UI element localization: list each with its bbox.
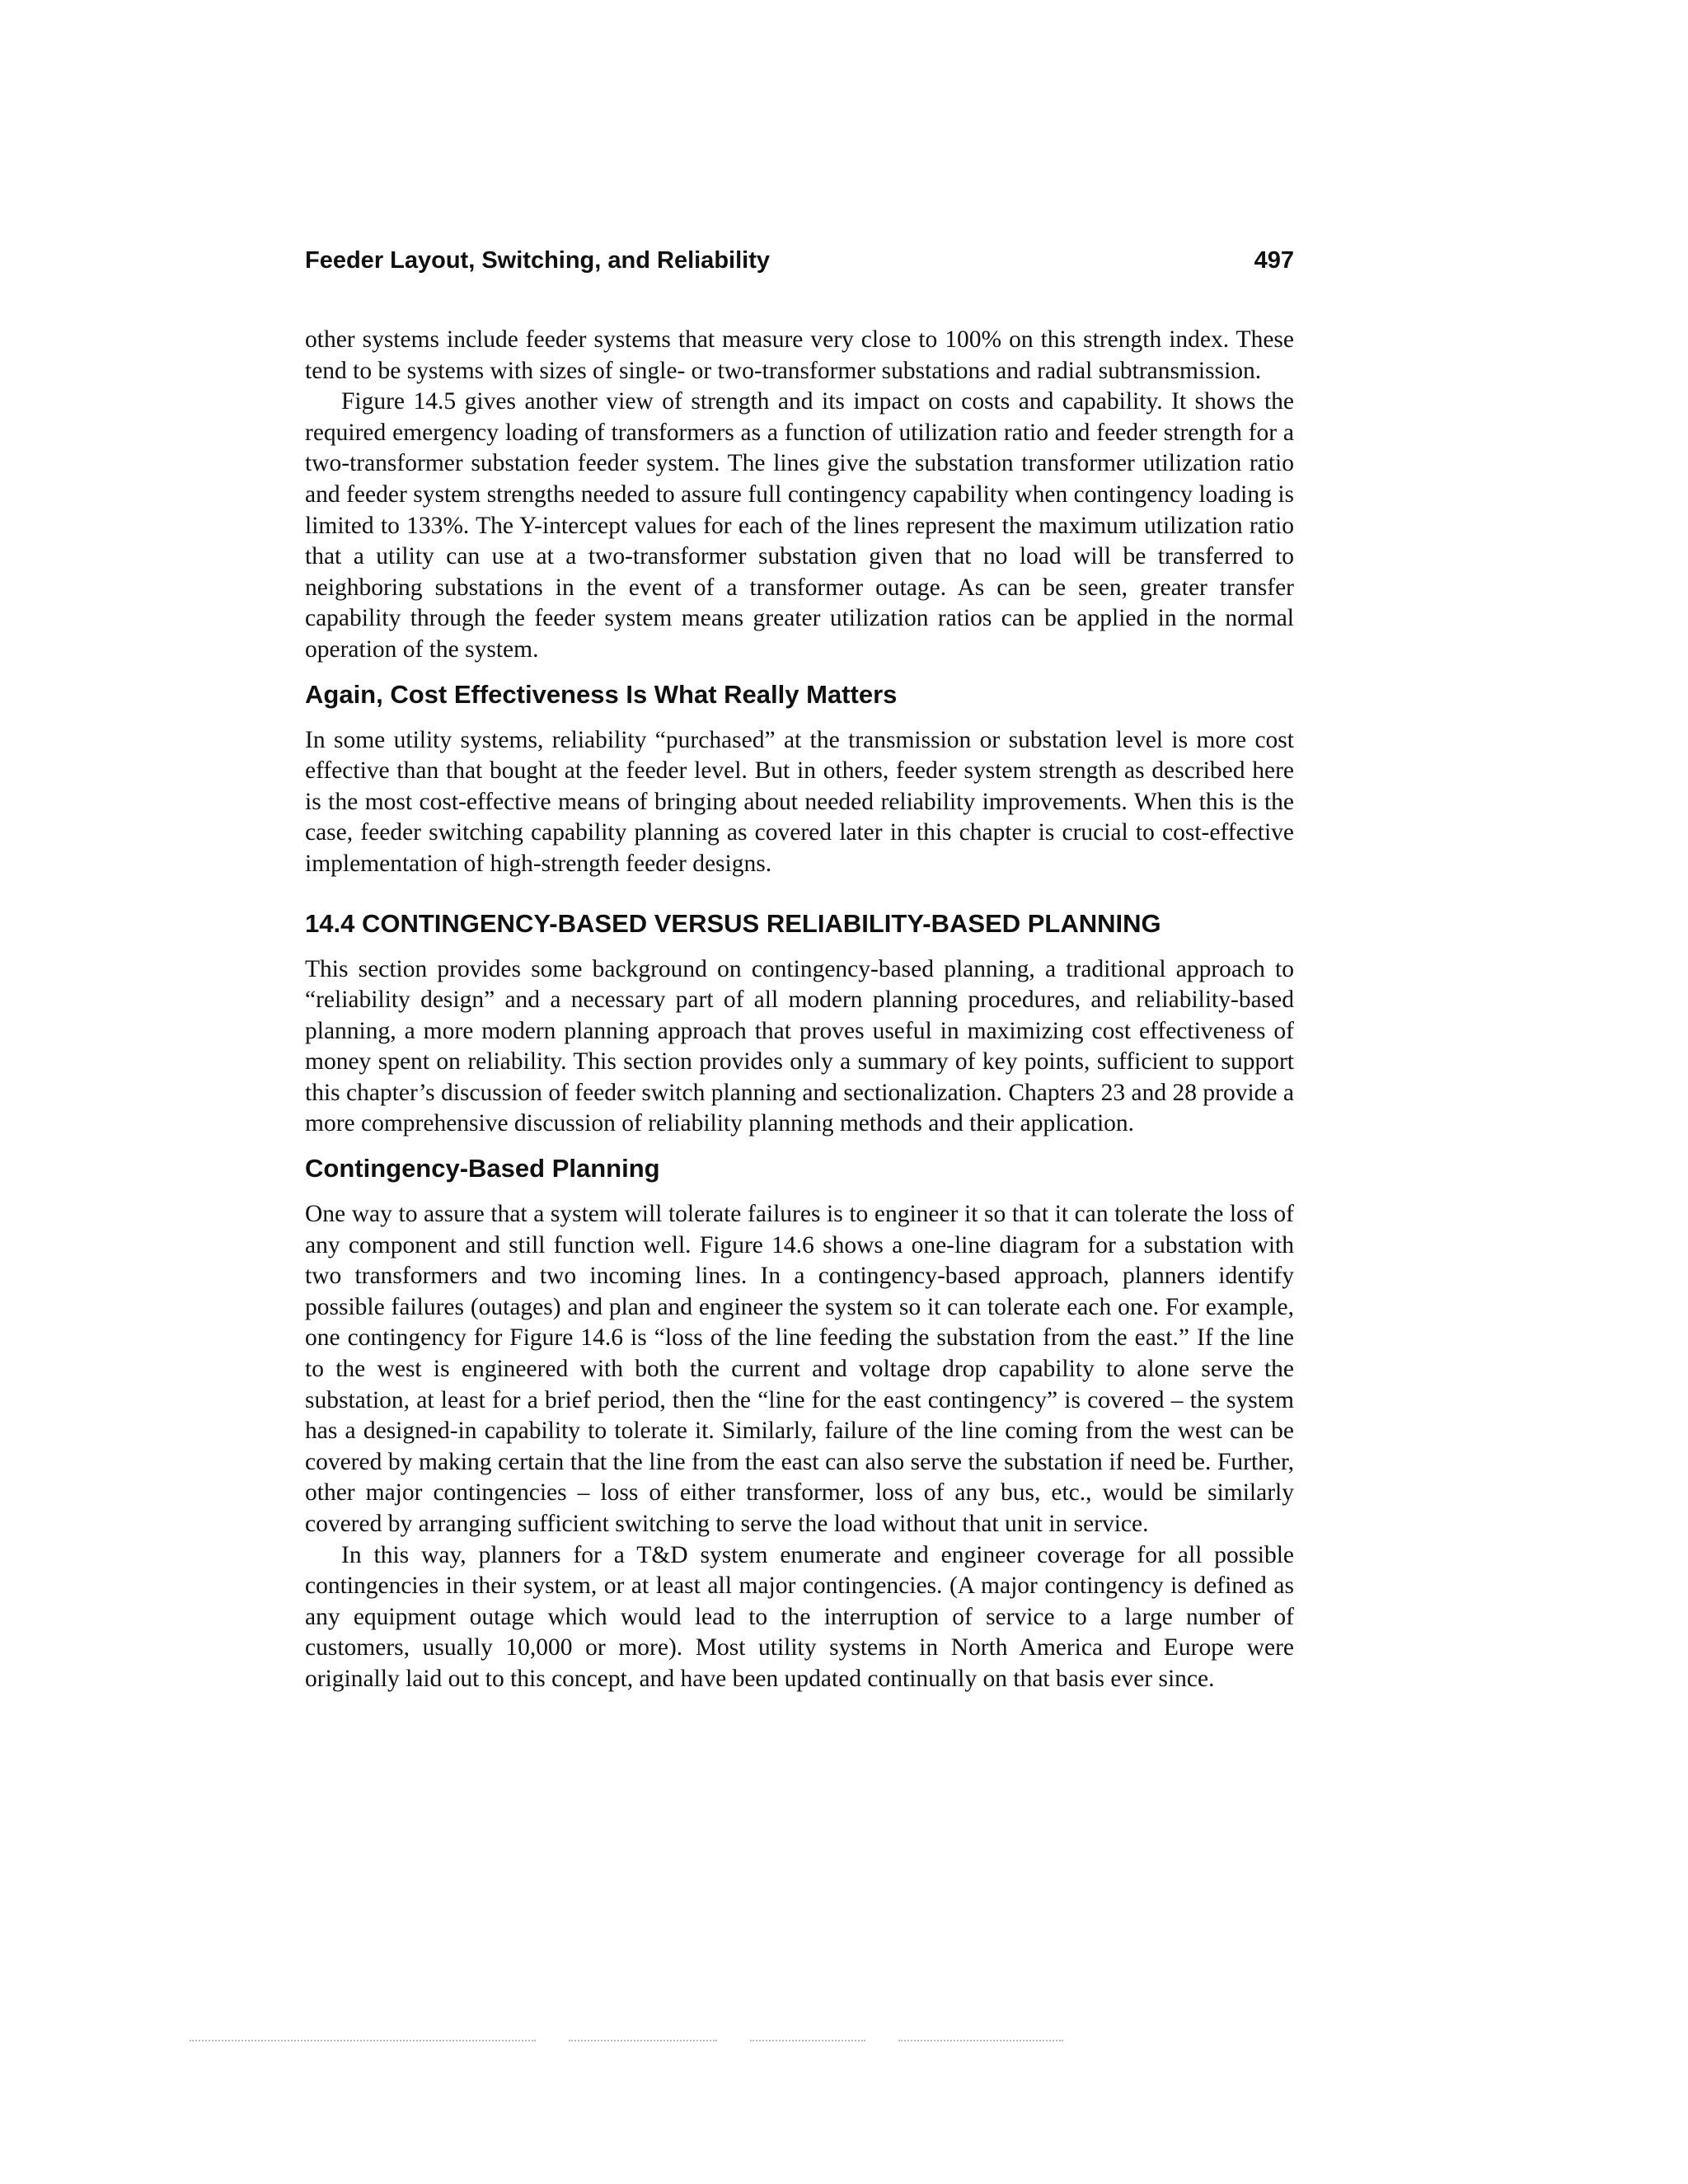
paragraph-major-contingencies: In this way, planners for a T&D system enumerate and engineer coverage for all possible contingencies in their system, or at least all major contingencies. (A major contingency is defined as any equipment outage which would lead to the interruption of service to a large number of customers, usually 10,000 or more). Most utility systems in North America and Europe were originally laid out to this concept, and have been updated continually on that basis ever since. [305,1541,1294,1692]
paragraph-cost-effectiveness: In some utility systems, reliability “purchased” at the transmission or substation level is more cost effective than that bought at the feeder level. But in others, feeder system strength as described here is the most cost-effective means of bringing about needed reliability improvements. When this is the case, feeder switching capability planning as covered later in this chapter is crucial to cost-effective implementation of high-strength feeder designs. [305,726,1294,877]
scan-mark [898,2040,1063,2043]
paragraph-contingency-example: One way to assure that a system will tolerate failures is to engineer it so that it can tolerate the loss of any component and still function well. Figure 14.6 shows a one-line diagram for a substation with two transformers and two incoming lines. In a contingency-based approach, planners identify possible failures (outages) and plan and engineer the system so it can tolerate each one. For example, one contingency for Figure 14.6 is “loss of the line feeding the substation from the east.” If the line to the west is engineered with both the current and voltage drop capability to alone serve the substation, at least for a brief period, then the “line for the east contingency” is covered – the system has a designed-in capability to tolerate it. Similarly, failure of the line coming from the west can be covered by making certain that the line from the east can also serve the substation if need be. Further, other major contingencies – loss of either transformer, loss of any bus, etc., would be similarly covered by arranging sufficient switching to serve the load without that unit in service. [305,1201,1294,1537]
scan-artifact-line [190,2040,1475,2043]
scan-mark [569,2040,717,2043]
paragraph-section-intro: This section provides some background on contingency-based planning, a traditional approach to “reliability design” and a necessary part of all modern planning procedures, and reliability-based planning, a more modern planning approach that proves useful in maximizing cost effectiveness of money spent on reliability. This section provides only a summary of key points, sufficient to support this chapter’s discussion of feeder switch planning and sectionalization. Chapters 23 and 28 provide a more comprehensive discussion of reliability planning methods and their application. [305,955,1294,1137]
subheading-cost-effectiveness: Again, Cost Effectiveness Is What Really Matters [305,679,898,709]
subheading-contingency-based-planning: Contingency-Based Planning [305,1154,660,1183]
page-body [305,325,1294,1695]
chapter-title: Feeder Layout, Switching, and Reliability [305,247,770,274]
scan-mark [190,2040,536,2043]
page-number: 497 [1254,247,1294,274]
paragraph-figure-14-5: Figure 14.5 gives another view of strength and its impact on costs and capability. It shows the required emergency loading of transformers as a function of utilization ratio and feeder strength for a two-transformer substation feeder system. The lines give the substation transformer utilization ratio and feeder system strengths needed to assure full contingency capability when contingency loading is limited to 133%. The Y-intercept values for each of the lines represent the maximum utilization ratio that a utility can use at a two-transformer substation given that no load will be transferred to neighboring substations in the event of a transformer outage. As can be seen, greater transfer capability through the feeder system means greater utilization ratios can be applied in the normal operation of the system. [305,388,1294,663]
paragraph-continuation: other systems include feeder systems that measure very close to 100% on this strength index. These tend to be systems with sizes of single- or two-transformer substations and radial subtransmission. [305,326,1294,384]
scan-mark [750,2040,865,2043]
section-heading-14-4: 14.4 CONTINGENCY-BASED VERSUS RELIABILITY-BASED PLANNING [305,908,1161,938]
book-page [305,247,1294,1695]
running-header [305,247,1294,280]
